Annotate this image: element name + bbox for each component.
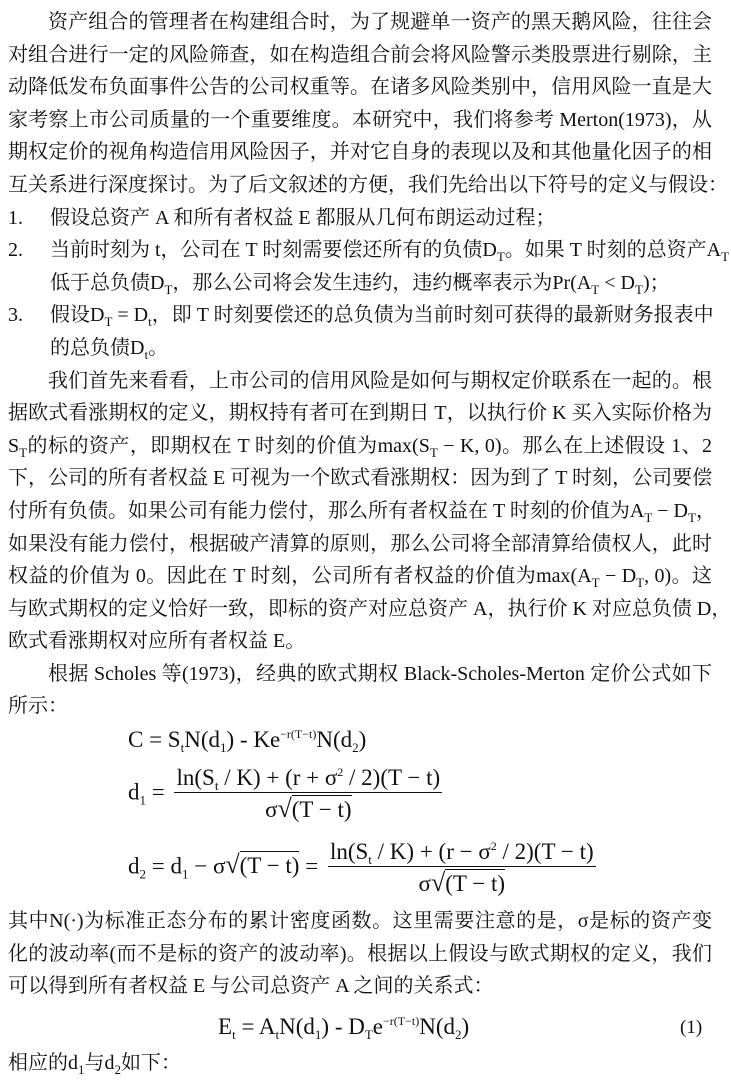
text-line: [8, 104, 712, 137]
superscript: 2: [490, 839, 497, 853]
text-run: 。如果 T 时刻的总资产A: [504, 239, 722, 262]
fraction-denominator: [265, 793, 352, 822]
text-run: (T − t): [291, 797, 352, 822]
text-run: − K, 0)。那么在上述假设 1、2: [437, 434, 712, 457]
text-line: [8, 169, 728, 202]
subscript: t: [275, 1027, 280, 1042]
subscript: T: [19, 444, 28, 460]
fraction-numerator: [174, 766, 442, 793]
fraction: [328, 840, 596, 896]
text-line: [8, 332, 712, 365]
subscript: T: [496, 249, 505, 265]
text-run: 权益的价值为 0。因此在 T 时刻，公司所有者权益的价值为max(A: [8, 565, 592, 588]
subscript: t: [180, 740, 185, 755]
radical-sign: √: [430, 868, 446, 897]
text-line: [8, 6, 712, 39]
subscript: 2: [139, 866, 146, 882]
text-line: [8, 495, 716, 528]
text-run: 如下：: [121, 1052, 181, 1074]
radical-sign: √: [277, 794, 292, 823]
subscript: t: [148, 314, 152, 330]
subscript: T: [164, 281, 173, 297]
subscript: 1: [181, 866, 189, 882]
text-run: / K) + (r − σ: [371, 839, 491, 864]
text-line: [8, 462, 712, 495]
text-run: ) - Ke: [226, 727, 281, 752]
text-run: 如果没有能力偿付，根据破产清算的原则，那么公司将全部清算给债权人，此时: [8, 532, 712, 555]
text-run: ，那么公司将会发生违约，违约概率表示为Pr(A: [172, 271, 592, 294]
text-run: 所示：: [8, 695, 68, 718]
text-run: (T − t): [445, 871, 506, 896]
text-run: , 0)。这: [644, 565, 712, 588]
text-line: [8, 430, 712, 463]
radical-sign: √: [225, 850, 240, 880]
fraction-denominator: [419, 867, 506, 896]
text-run: 与欧式期权的定义恰好一致，即标的资产对应总资产 A，执行价 K 对应总负债 D，: [8, 597, 731, 620]
text-run: / K) + (r + σ: [218, 765, 338, 790]
text-run: < D: [599, 271, 635, 294]
text-run: N(d: [419, 1014, 455, 1039]
subscript: 1: [139, 792, 146, 808]
formula-d1: [128, 766, 446, 822]
text-run: ) - D: [321, 1014, 365, 1039]
subscript: 1: [314, 1027, 322, 1042]
text-run: 期权定价的视角构造信用风险因子，并对它自身的表现以及和其他量化因子的相: [8, 141, 712, 164]
text-run: 当前时刻为 t，公司在 T 时刻需要偿还所有的负债D: [50, 239, 497, 262]
formula-call-price: [128, 727, 367, 755]
text-run: ，: [695, 499, 716, 522]
text-run: = A: [235, 1014, 276, 1039]
text-line: [8, 202, 712, 235]
square-root: [277, 794, 352, 823]
list-number: 1.: [8, 206, 23, 229]
text-run: ): [461, 1014, 470, 1039]
text-run: = d: [146, 853, 182, 879]
post-formula-text: [8, 905, 712, 1003]
text-run: 与d: [84, 1052, 115, 1074]
text-run: 低于总负债D: [50, 271, 165, 294]
text-line: [8, 560, 712, 593]
formula-equity: [218, 1014, 470, 1042]
text-line: [8, 267, 712, 300]
text-run: 假设D: [50, 304, 105, 327]
fraction: [174, 766, 442, 822]
text-run: 据欧式看涨期权的定义，期权持有者可在到期日 T，以执行价 K 买入实际价格为: [8, 402, 712, 425]
text-run: 我们首先来看看，上市公司的信用风险是如何与期权定价联系在一起的。根: [48, 369, 712, 392]
text-line: [8, 938, 712, 971]
text-run: N(d: [279, 1014, 315, 1039]
subscript: T: [104, 314, 113, 330]
text-run: 相应的d: [8, 1052, 78, 1074]
subscript: t: [144, 346, 149, 362]
subscript: t: [214, 778, 219, 793]
text-line: [8, 593, 731, 626]
text-run: E: [218, 1014, 233, 1039]
text-run: σ: [418, 871, 431, 896]
text-run: = D: [112, 304, 149, 327]
final-text: [8, 1047, 712, 1080]
superscript: 2: [337, 765, 344, 779]
superscript: −r(T−t): [383, 1014, 420, 1028]
text-run: d: [128, 853, 140, 879]
text-run: 资产组合的管理者在构建组合时，为了规避单一资产的黑天鹅风险，往往会: [48, 11, 712, 33]
text-run: )；: [642, 271, 670, 294]
text-line: [8, 905, 712, 938]
text-line: [8, 1047, 712, 1080]
subscript: T: [591, 575, 600, 591]
text-run: 的总负债D: [50, 336, 145, 359]
text-run: 根据 Scholes 等(1973)，经典的欧式期权 Black-Scholes-Merton 定价公式如下: [48, 662, 712, 685]
subscript: T: [429, 444, 438, 460]
body-text: [8, 6, 731, 723]
subscript: 2: [114, 1062, 121, 1077]
text-run: / 2)(T − t): [496, 839, 594, 864]
text-run: 互关系进行深度探讨。为了后文叙述的方便，我们先给出以下符号的定义与假设：: [8, 173, 728, 196]
text-run: 。: [148, 336, 169, 359]
text-line: [8, 136, 712, 169]
text-line: [8, 365, 712, 398]
formula-d2: [128, 840, 600, 896]
text-line: [8, 71, 712, 104]
square-root: [225, 850, 300, 880]
list-number: 3.: [8, 304, 23, 327]
text-line: [8, 528, 712, 561]
subscript: T: [634, 281, 643, 297]
text-run: ln(S: [176, 765, 215, 790]
radicand: [292, 795, 352, 822]
text-line: [8, 658, 712, 691]
subscript: T: [636, 575, 645, 591]
subscript: T: [644, 509, 653, 525]
text-line: [8, 625, 712, 658]
fraction-numerator: [328, 840, 596, 867]
text-run: C = S: [128, 727, 181, 752]
text-run: − D: [652, 499, 688, 522]
text-line: [8, 234, 730, 267]
radicand: [445, 869, 505, 896]
text-line: [8, 690, 712, 723]
subscript: t: [232, 1027, 236, 1042]
text-run: 化的波动率(而不是标的资产的波动率)。根据以上假设与欧式期权的定义，我们: [8, 942, 712, 965]
subscript: T: [688, 509, 696, 525]
subscript: 2: [352, 740, 359, 755]
superscript: −r(T−t): [280, 727, 317, 741]
text-line: [8, 39, 712, 72]
text-run: 家考察上市公司质量的一个重要维度。本研究中，我们将参考 Merton(1973)，从: [8, 108, 712, 131]
subscript: 1: [78, 1062, 85, 1077]
list-number: 2.: [8, 239, 23, 262]
text-run: S: [8, 434, 20, 457]
subscript: T: [364, 1027, 373, 1042]
text-run: (T − t): [239, 853, 300, 879]
text-run: σ: [265, 797, 278, 822]
square-root: [430, 868, 506, 897]
text-run: N(d: [184, 727, 221, 752]
text-run: ): [358, 727, 367, 752]
subscript: 1: [220, 740, 227, 755]
text-run: 假设总资产 A 和所有者权益 E 都服从几何布朗运动过程；: [50, 206, 556, 229]
text-run: − σ: [188, 853, 226, 879]
subscript: 2: [454, 1027, 462, 1042]
text-run: N(d: [316, 727, 353, 752]
text-run: =: [146, 779, 171, 805]
text-run: d: [128, 779, 140, 805]
text-line: [8, 397, 712, 430]
text-run: 其中N(·)为标准正态分布的累计密度函数。这里需要注意的是，σ是标的资产变: [8, 910, 712, 932]
subscript: T: [591, 281, 600, 297]
text-run: 动降低发布负面事件公告的公司权重等。在诸多风险类别中，信用风险一直是大: [8, 76, 712, 99]
text-run: − D: [599, 565, 637, 588]
text-run: ln(S: [329, 839, 369, 864]
text-run: =: [299, 853, 324, 879]
radicand: [240, 851, 300, 878]
text-line: [8, 299, 712, 332]
equation-number: (1): [680, 1017, 703, 1038]
text-run: / 2)(T − t): [343, 765, 441, 790]
subscript: T: [721, 249, 730, 265]
text-run: 付所有负债。如果公司有能力偿付，那么所有者权益在 T 时刻的价值为A: [8, 499, 645, 522]
text-run: 对组合进行一定的风险筛查，如在构造组合前会将风险警示类股票进行剔除，主: [8, 43, 712, 66]
text-run: 欧式看涨期权对应所有者权益 E。: [8, 630, 306, 653]
subscript: t: [368, 852, 372, 867]
text-run: 下，公司的所有者权益 E 可视为一个欧式看涨期权：因为到了 T 时刻，公司要偿: [8, 467, 713, 490]
text-run: e: [372, 1014, 384, 1039]
text-run: ，即 T 时刻要偿还的总负债为当前时刻可获得的最新财务报表中: [151, 304, 714, 327]
text-line: [8, 970, 712, 1003]
text-run: 的标的资产，即期权在 T 时刻的价值为max(S: [27, 434, 430, 457]
text-run: 可以得到所有者权益 E 与公司总资产 A 之间的关系式：: [8, 975, 494, 998]
